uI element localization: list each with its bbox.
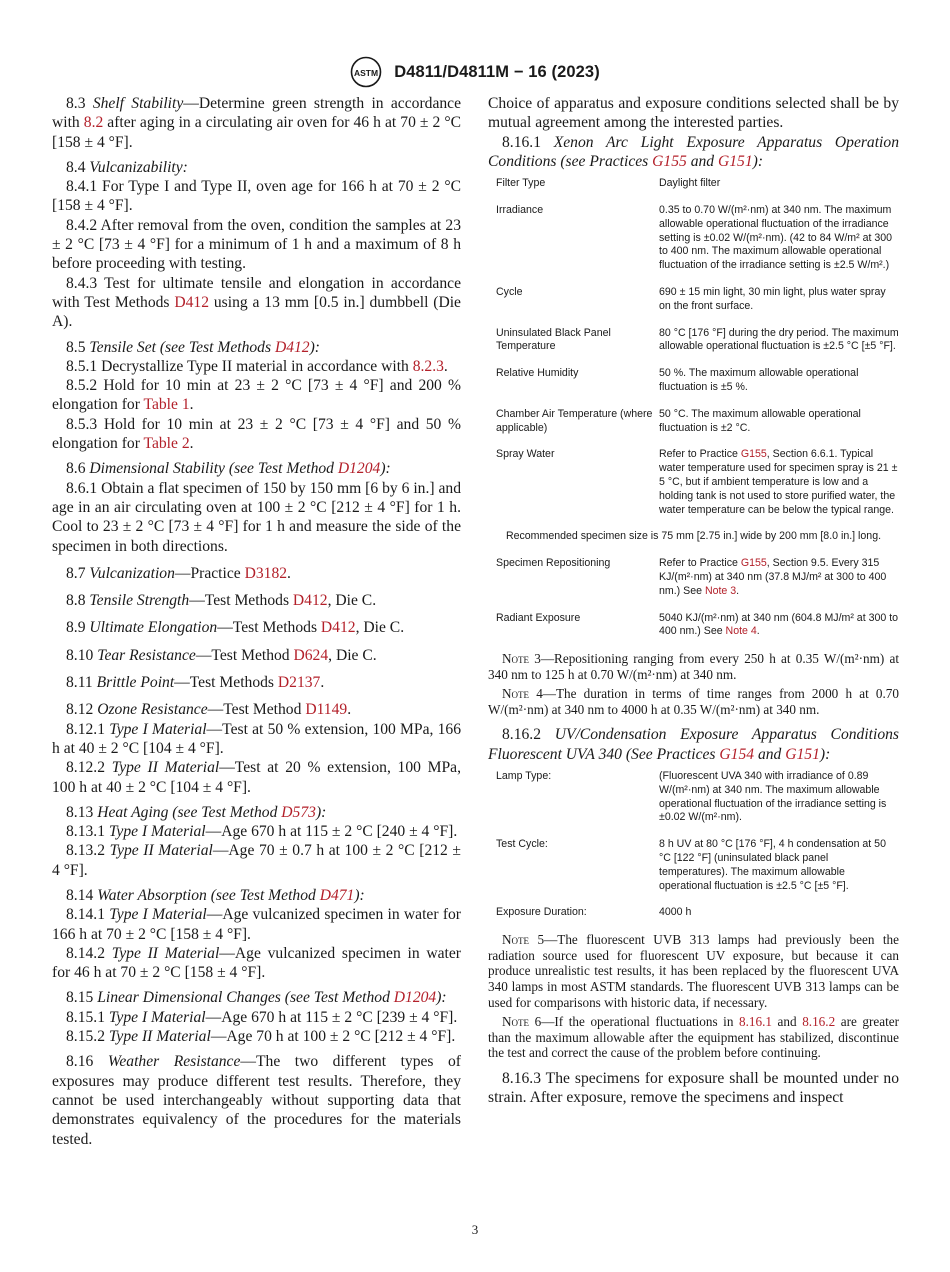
section-8-5-2: 8.5.2 Hold for 10 min at 23 ± 2 °C [73 ± 4 °F] and 200 % elongation for Table 1. xyxy=(52,377,461,414)
note-3: Note 3—Repositioning ranging from every 250 h at 0.35 W/(m²·nm) at 340 nm to 125 h at 0.70 W/(m²·nm) at 340 nm. xyxy=(488,651,899,682)
section-8-13: 8.13 Heat Aging (see Test Method D573): xyxy=(66,803,327,821)
section-8-12-1: 8.12.1 Type I Material—Test at 50 % extension, 100 MPa, 166 h at 40 ± 2 °C [104 ± 4 °F]. xyxy=(52,720,462,757)
document-designation: D4811/D4811M − 16 (2023) xyxy=(394,62,600,81)
link-d1204[interactable]: D1204 xyxy=(337,460,381,478)
section-8-6: 8.6 Dimensional Stability (see Test Method D1204): xyxy=(66,460,391,478)
section-8-4-2: 8.4.2 After removal from the oven, condition the samples at 23 ± 2 °C [73 ± 4 °F] for a minimum of 1 h and a maximum of 8 h before proceeding with testing. xyxy=(52,216,461,273)
link-g151[interactable]: G151 xyxy=(785,745,820,763)
xenon-conditions-table xyxy=(488,177,899,639)
row-value: 4000 h xyxy=(659,906,692,919)
row-label: Cycle xyxy=(496,285,523,298)
link-d573[interactable]: D573 xyxy=(281,803,316,821)
row-label: Radiant Exposure xyxy=(496,611,581,624)
row-value: 0.35 to 0.70 W/(m²·nm) at 340 nm. The maximum allowable operational fluctuation of the irradiance setting is ±0.02 W/(m²·nm). (42 to 84 W/m² at 300 to 400 nm. The maximum allowable operational fluctuation of the irradiance setting is ±2.5 W/m².) xyxy=(659,203,893,272)
link-note-4[interactable]: Note 4 xyxy=(725,625,757,638)
row-value: 690 ± 15 min light, 30 min light, plus water spray on the front surface. xyxy=(659,285,886,312)
row-value: (Fluorescent UVA 340 with irradiance of 0.89 W/(m²·nm) at 340 nm. The maximum allowable operational fluctuation of the irradiance setting is ±0.02 W/(m²·nm). xyxy=(659,770,887,824)
link-note-3[interactable]: Note 3 xyxy=(704,584,737,597)
section-8-5-1: 8.5.1 Decrystallize Type II material in accordance with 8.2.3. xyxy=(66,357,448,375)
section-8-11: 8.11 Brittle Point—Test Methods D2137. xyxy=(66,674,325,692)
section-8-7: 8.7 Vulcanization—Practice D3182. xyxy=(66,564,291,582)
row-label: Relative Humidity xyxy=(496,367,579,380)
section-8-14-1: 8.14.1 Type I Material—Age vulcanized specimen in water for 166 h at 70 ± 2 °C [158 ± 4 °F]. xyxy=(52,906,461,943)
section-8-16-2: 8.16.2 UV/Condensation Exposure Apparatus Conditions Fluorescent UVA 340 (See Practices G154 and G151): xyxy=(488,726,899,763)
table-row xyxy=(488,612,899,640)
row-value: Refer to Practice G155, Section 9.5. Every 315 KJ/(m²·nm) at 340 nm (37.8 MJ/m² at 300 to 400 nm.) See Note 3. xyxy=(659,557,887,597)
row-value: Refer to Practice G155, Section 6.6.1. Typical water temperature used for specimen spray is 21 ± 5 °C, but if ambient temperature is low and a holding tank is not used to store purified water, the water temperature can be below the typical range. xyxy=(659,448,898,516)
section-8-14: 8.14 Water Absorption (see Test Method D471): xyxy=(66,886,365,904)
row-label: Exposure Duration: xyxy=(496,906,587,919)
note-6: Note 6—If the operational fluctuations in 8.16.1 and 8.16.2 are greater than the maximum allowable after the equipment has stabilized, discontinue the test and correct the cause of the problem before continuing. xyxy=(488,1014,900,1061)
table-row xyxy=(488,448,899,530)
section-8-13-1: 8.13.1 Type I Material—Age 670 h at 115 ± 2 °C [240 ± 4 °F]. xyxy=(66,823,458,841)
section-8-12-2: 8.12.2 Type II Material—Test at 20 % extension, 100 MPa, 100 h at 40 ± 2 °C [104 ± 4 °F]. xyxy=(52,759,461,796)
row-label: Spray Water xyxy=(496,448,555,461)
link-g155[interactable]: G155 xyxy=(652,152,687,170)
link-d1204[interactable]: D1204 xyxy=(393,989,437,1007)
row-value: 80 °C [176 °F] during the dry period. The maximum allowable operational fluctuation is ±2.5 °C [±5 °F]. xyxy=(659,326,899,353)
link-8-16-2[interactable]: 8.16.2 xyxy=(802,1014,836,1030)
link-8-16-1[interactable]: 8.16.1 xyxy=(739,1014,772,1030)
table-row xyxy=(488,838,899,906)
section-8-14-2: 8.14.2 Type II Material—Age vulcanized specimen in water for 46 h at 70 ± 2 °C [158 ± 4 °F]. xyxy=(52,944,461,982)
section-8-16-3: 8.16.3 The specimens for exposure shall be mounted under no strain. After exposure, remove the specimens and inspect xyxy=(488,1070,899,1107)
section-8-16-continued: Choice of apparatus and exposure conditions selected shall be by mutual agreement among the interested parties. xyxy=(488,95,899,132)
section-8-9: 8.9 Ultimate Elongation—Test Methods D412, Die C. xyxy=(66,619,405,637)
row-label: Lamp Type: xyxy=(496,770,552,783)
table-row xyxy=(488,286,899,327)
link-d412[interactable]: D412 xyxy=(320,619,356,637)
section-8-5-3: 8.5.3 Hold for 10 min at 23 ± 2 °C [73 ± 4 °F] and 50 % elongation for Table 2. xyxy=(52,415,461,453)
link-d624[interactable]: D624 xyxy=(293,646,329,664)
row-value: 50 °C. The maximum allowable operational fluctuation is ±2 °C. xyxy=(659,407,861,434)
link-table-2[interactable]: Table 2 xyxy=(143,435,190,453)
section-8-12: 8.12 Ozone Resistance—Test Method D1149. xyxy=(66,701,352,719)
table-row xyxy=(488,530,899,557)
section-8-16: 8.16 Weather Resistance—The two different types of exposures may produce different test results. Therefore, they cannot be used interchangeably without supporting data that demonstrates equivalency of the procedures for the materials tested. xyxy=(52,1053,461,1148)
link-8-2-3[interactable]: 8.2.3 xyxy=(412,357,444,375)
astm-logo-icon xyxy=(350,56,382,88)
note-5: Note 5—The fluorescent UVB 313 lamps had previously been the radiation source used for fluorescent UV exposure, but because it can produce unrealistic test results, it has been replaced by the fluorescent UVA 340 lamps in most ASTM standards. The fluorescent UVB 313 lamps can be used for comparisons with historic data, if necessary. xyxy=(488,932,899,1010)
table-row xyxy=(488,327,899,368)
uv-conditions-table xyxy=(488,770,899,920)
section-8-15: 8.15 Linear Dimensional Changes (see Test Method D1204): xyxy=(66,989,447,1007)
row-label: Specimen Repositioning xyxy=(496,557,611,570)
page-header xyxy=(0,56,950,90)
section-8-6-1: 8.6.1 Obtain a flat specimen of 150 by 150 mm [6 by 6 in.] and age in an air circulating oven at 100 ± 2 °C [212 ± 4 °F] for 1 h. Cool to 23 ± 2 °C [73 ± 4 °F] for 1 h and measure the side of the specimen in both directions. xyxy=(52,479,461,555)
table-row xyxy=(488,408,899,449)
table-row xyxy=(488,557,899,611)
section-8-4: 8.4 Vulcanizability: xyxy=(66,158,188,176)
note-4: Note 4—The duration in terms of time ranges from 2000 h at 0.70 W/(m²·nm) at 340 nm to 4000 h at 0.35 W/(m²·nm) at 340 nm. xyxy=(488,686,899,717)
section-8-10: 8.10 Tear Resistance—Test Method D624, Die C. xyxy=(66,646,377,664)
link-d1149[interactable]: D1149 xyxy=(305,701,348,719)
link-d3182[interactable]: D3182 xyxy=(244,564,288,582)
page-number: 3 xyxy=(471,1222,479,1237)
link-d2137[interactable]: D2137 xyxy=(277,674,321,692)
right-column xyxy=(488,94,899,1108)
row-value: 50 %. The maximum allowable operational fluctuation is ±5 %. xyxy=(659,367,859,393)
recommended-size-note: Recommended specimen size is 75 mm [2.75 in.] wide by 200 mm [8.0 in.] long. xyxy=(505,530,882,543)
link-g155[interactable]: G155 xyxy=(740,448,767,461)
table-row xyxy=(488,367,899,408)
table-row xyxy=(488,177,899,204)
row-value: Daylight filter xyxy=(659,177,721,190)
section-8-4-3: 8.4.3 Test for ultimate tensile and elongation in accordance with Test Methods D412 using a 13 mm [0.5 in.] dumbbell (Die A). xyxy=(52,274,461,331)
link-table-1[interactable]: Table 1 xyxy=(143,396,190,414)
row-label: Uninsulated Black Panel Temperature xyxy=(496,326,611,353)
link-d412[interactable]: D412 xyxy=(274,338,310,356)
table-row xyxy=(488,770,899,838)
row-label: Chamber Air Temperature (where applicable) xyxy=(496,407,653,434)
row-label: Filter Type xyxy=(496,177,546,190)
table-row xyxy=(488,906,899,920)
link-g151[interactable]: G151 xyxy=(717,152,753,170)
section-8-3: 8.3 Shelf Stability—Determine green strength in accordance with 8.2 after aging in a circulating air oven for 46 h at 70 ± 2 °C [158 ± 4 °F]. xyxy=(52,95,461,151)
row-label: Irradiance xyxy=(496,203,544,216)
section-8-8: 8.8 Tensile Strength—Test Methods D412, Die C. xyxy=(66,592,377,610)
link-g154[interactable]: G154 xyxy=(719,745,755,763)
section-8-13-2: 8.13.2 Type II Material—Age 70 ± 0.7 h at 100 ± 2 °C [212 ± 4 °F]. xyxy=(52,842,461,879)
logo-text: ASTM xyxy=(354,68,379,78)
link-d412[interactable]: D412 xyxy=(292,592,328,610)
left-column xyxy=(52,94,461,1149)
section-8-15-1: 8.15.1 Type I Material—Age 670 h at 115 ± 2 °C [239 ± 4 °F]. xyxy=(66,1008,458,1026)
link-8-2[interactable]: 8.2 xyxy=(83,114,104,132)
section-8-4-1: 8.4.1 For Type I and Type II, oven age for 166 h at 70 ± 2 °C [158 ± 4 °F]. xyxy=(52,178,461,215)
link-d471[interactable]: D471 xyxy=(319,886,355,904)
row-label: Test Cycle: xyxy=(496,838,548,851)
section-8-16-1: 8.16.1 Xenon Arc Light Exposure Apparatus Operation Conditions (see Practices G155 and G151): xyxy=(488,133,899,170)
section-8-15-2: 8.15.2 Type II Material—Age 70 h at 100 ± 2 °C [212 ± 4 °F]. xyxy=(66,1028,456,1046)
link-d412[interactable]: D412 xyxy=(174,293,210,311)
section-8-5: 8.5 Tensile Set (see Test Methods D412): xyxy=(66,338,320,356)
link-g155[interactable]: G155 xyxy=(740,557,767,570)
table-row xyxy=(488,204,899,286)
row-value: 5040 KJ/(m²·nm) at 340 nm (604.8 MJ/m² at 300 to 400 nm.) See Note 4. xyxy=(659,611,899,638)
row-value: 8 h UV at 80 °C [176 °F], 4 h condensation at 50 °C [122 °F] (uninsulated black panel temperatures). The maximum allowable operational fluctuation is ±2.5 °C [±5 °F]. xyxy=(659,838,886,892)
